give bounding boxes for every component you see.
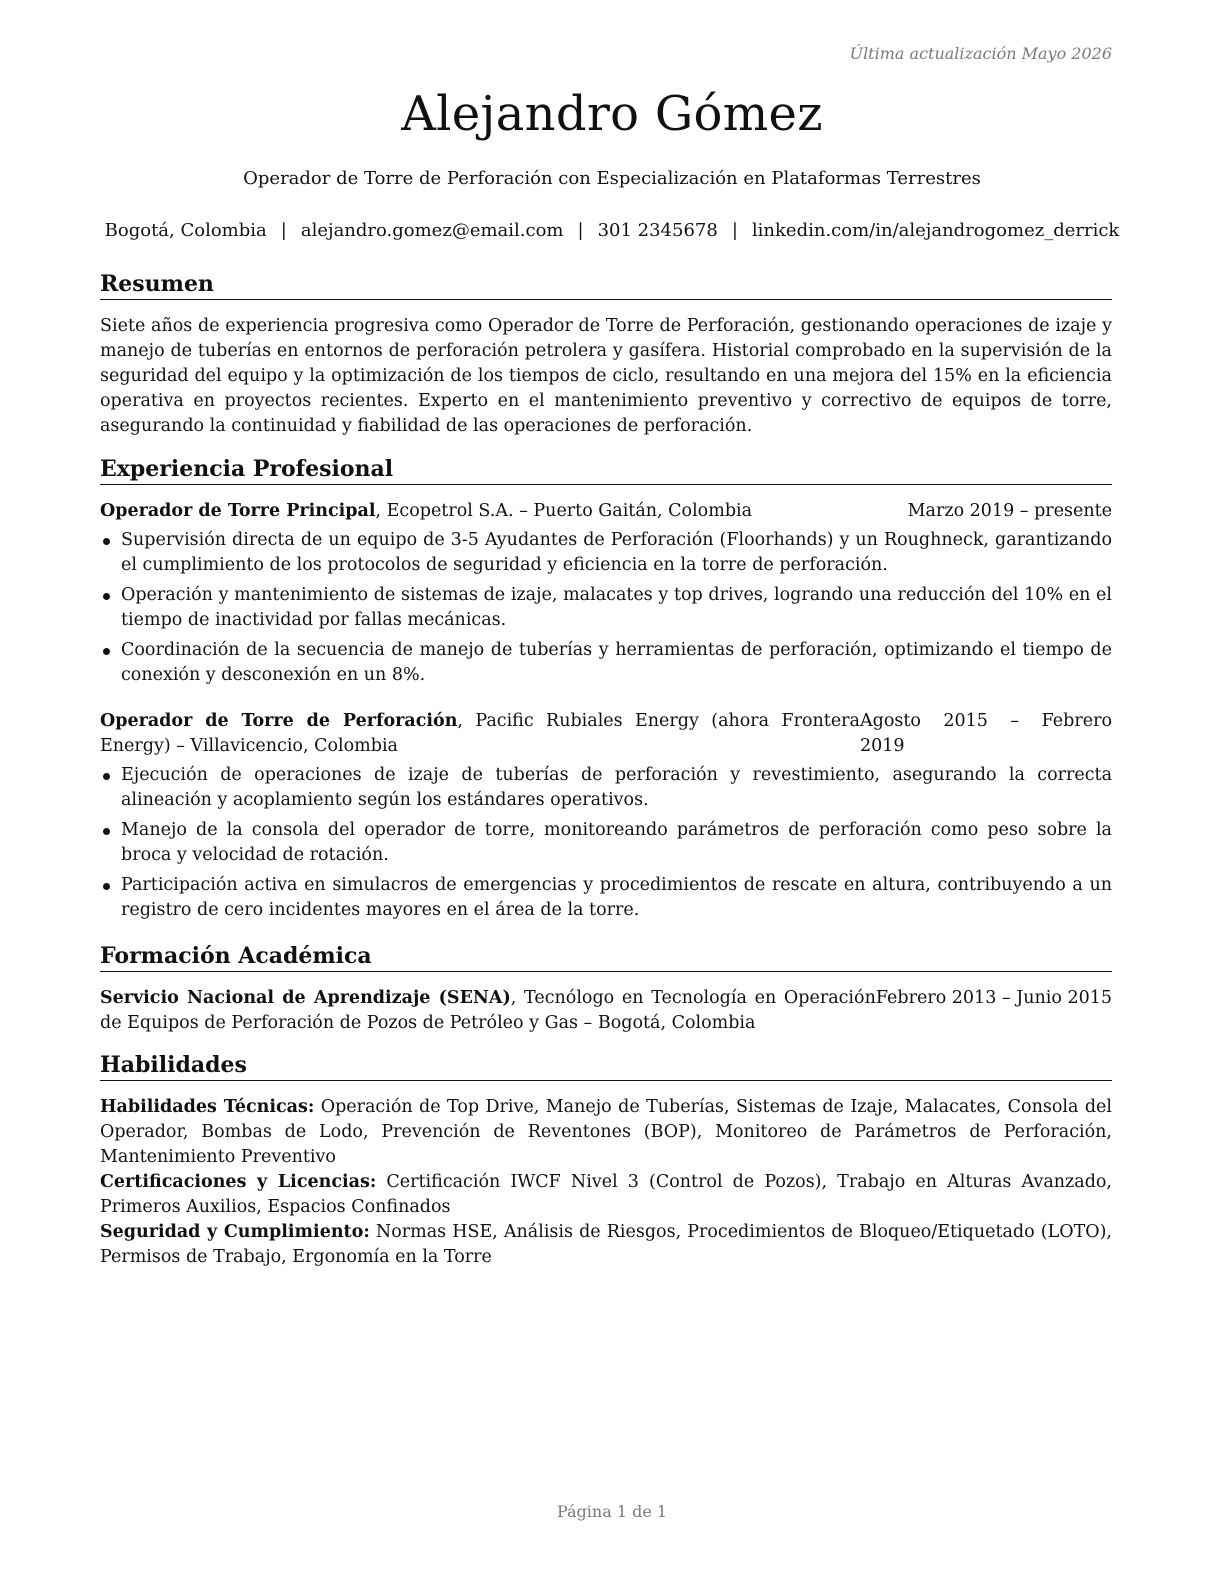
- job-bullet: Participación activa en simulacros de emergencias y procedimientos de rescate en altura, contribuyendo a un registro de cero incidentes mayores en el área de la torre.: [100, 873, 1112, 923]
- job-bullet: Supervisión directa de un equipo de 3-5 Ayudantes de Perforación (Floorhands) y un Roughneck, garantizando el cumplimiento de los protocolos de seguridad y eficiencia en la torre de perforación.: [100, 528, 1112, 578]
- professional-title: Operador de Torre de Perforación con Especialización en Plataformas Terrestres: [243, 168, 981, 189]
- contact-linkedin[interactable]: linkedin.com/in/alejandrogomez_derrick: [751, 220, 1120, 241]
- job-bullets: [100, 528, 1112, 688]
- skill-group: [100, 1095, 1112, 1170]
- skills-heading: Habilidades: [100, 1052, 1112, 1081]
- skills-list: [100, 1095, 1112, 1270]
- job-dates-line2: 2019: [860, 736, 905, 757]
- contact-phone: 301 2345678: [597, 220, 718, 241]
- skill-group-text: Certificación IWCF Nivel 3 (Control de Pozos), Trabajo en Alturas Avanzado, Primeros Auxilios, Espacios Confinados: [100, 1172, 1112, 1218]
- skills-section: [100, 1052, 1112, 1270]
- job-dates: [860, 709, 1112, 759]
- job-title-line: [100, 499, 752, 524]
- summary-heading: Resumen: [100, 271, 1112, 300]
- skill-group-label: Seguridad y Cumplimiento:: [100, 1222, 370, 1243]
- contact-separator: |: [731, 220, 738, 241]
- candidate-name: Alejandro Gómez: [401, 86, 823, 142]
- education-degree: , Tecnólogo en Tecnología en Operación de Equipos de Perforación de Pozos de Petróleo y Gas – Bogotá, Colombia: [100, 988, 876, 1034]
- summary-section: [100, 271, 1112, 439]
- skill-group-label: Habilidades Técnicas:: [100, 1097, 315, 1118]
- job-dates-line1: Agosto 2015 – Febrero: [860, 711, 1112, 732]
- contact-line: [0, 220, 1224, 241]
- education-text: [100, 986, 876, 1036]
- job-entry: [100, 709, 1112, 923]
- job-bullets: [100, 763, 1112, 923]
- job-company: , Ecopetrol S.A. – Puerto Gaitán, Colombia: [375, 501, 753, 522]
- contact-separator: |: [577, 220, 584, 241]
- last-updated: Última actualización Mayo 2026: [849, 44, 1112, 63]
- skill-group: [100, 1170, 1112, 1220]
- contact-location: Bogotá, Colombia: [104, 220, 267, 241]
- job-dates: Marzo 2019 – presente: [907, 501, 1112, 522]
- job-header: [100, 499, 1112, 524]
- summary-text: Siete años de experiencia progresiva como Operador de Torre de Perforación, gestionando operaciones de izaje y manejo de tuberías en entornos de perforación petrolera y gasífera. Historial comprobado en la supervisión de la seguridad del equipo y la optimización de los tiempos de ciclo, resultando en una mejora del 15% en la eficiencia operativa en proyectos recientes. Experto en el mantenimiento preventivo y correctivo de equipos de torre, asegurando la continuidad y fiabilidad de las operaciones de perforación.: [100, 316, 1112, 437]
- education-institution: Servicio Nacional de Aprendizaje (SENA): [100, 988, 511, 1009]
- contact-email[interactable]: alejandro.gomez@email.com: [300, 220, 564, 241]
- job-bullet: Operación y mantenimiento de sistemas de izaje, malacates y top drives, logrando una reducción del 10% en el tiempo de inactividad por fallas mecánicas.: [100, 583, 1112, 633]
- skill-group-label: Certificaciones y Licencias:: [100, 1172, 377, 1193]
- skill-group: [100, 1220, 1112, 1270]
- job-title-line: [100, 709, 860, 759]
- job-entry: [100, 499, 1112, 688]
- skill-group-text: Operación de Top Drive, Manejo de Tuberías, Sistemas de Izaje, Malacates, Consola del Operador, Bombas de Lodo, Prevención de Reventones (BOP), Monitoreo de Parámetros de Perforación, Mantenimiento Preventivo: [100, 1097, 1112, 1168]
- page-number: Página 1 de 1: [556, 1502, 668, 1521]
- job-header: [100, 709, 1112, 759]
- experience-heading: Experiencia Profesional: [100, 456, 1112, 485]
- job-company: , Pacific Rubiales Energy (ahora Frontera Energy) – Villavicencio, Colombia: [100, 711, 860, 757]
- education-heading: Formación Académica: [100, 943, 1112, 972]
- job-bullet: Manejo de la consola del operador de torre, monitoreando parámetros de perforación como peso sobre la broca y velocidad de rotación.: [100, 818, 1112, 868]
- experience-section: [100, 456, 1112, 928]
- job-bullet: Coordinación de la secuencia de manejo de tuberías y herramientas de perforación, optimizando el tiempo de conexión y desconexión en un 8%.: [100, 638, 1112, 688]
- skill-group-text: Normas HSE, Análisis de Riesgos, Procedimientos de Bloqueo/Etiquetado (LOTO), Permisos de Trabajo, Ergonomía en la Torre: [100, 1222, 1112, 1268]
- job-role: Operador de Torre Principal: [100, 501, 376, 522]
- job-role: Operador de Torre de Perforación: [100, 711, 458, 732]
- education-entry: [100, 986, 1112, 1036]
- contact-separator: |: [280, 220, 287, 241]
- education-dates: Febrero 2013 – Junio 2015: [875, 988, 1112, 1009]
- education-section: [100, 943, 1112, 1036]
- job-bullet: Ejecución de operaciones de izaje de tuberías de perforación y revestimiento, asegurando la correcta alineación y acoplamiento según los estándares operativos.: [100, 763, 1112, 813]
